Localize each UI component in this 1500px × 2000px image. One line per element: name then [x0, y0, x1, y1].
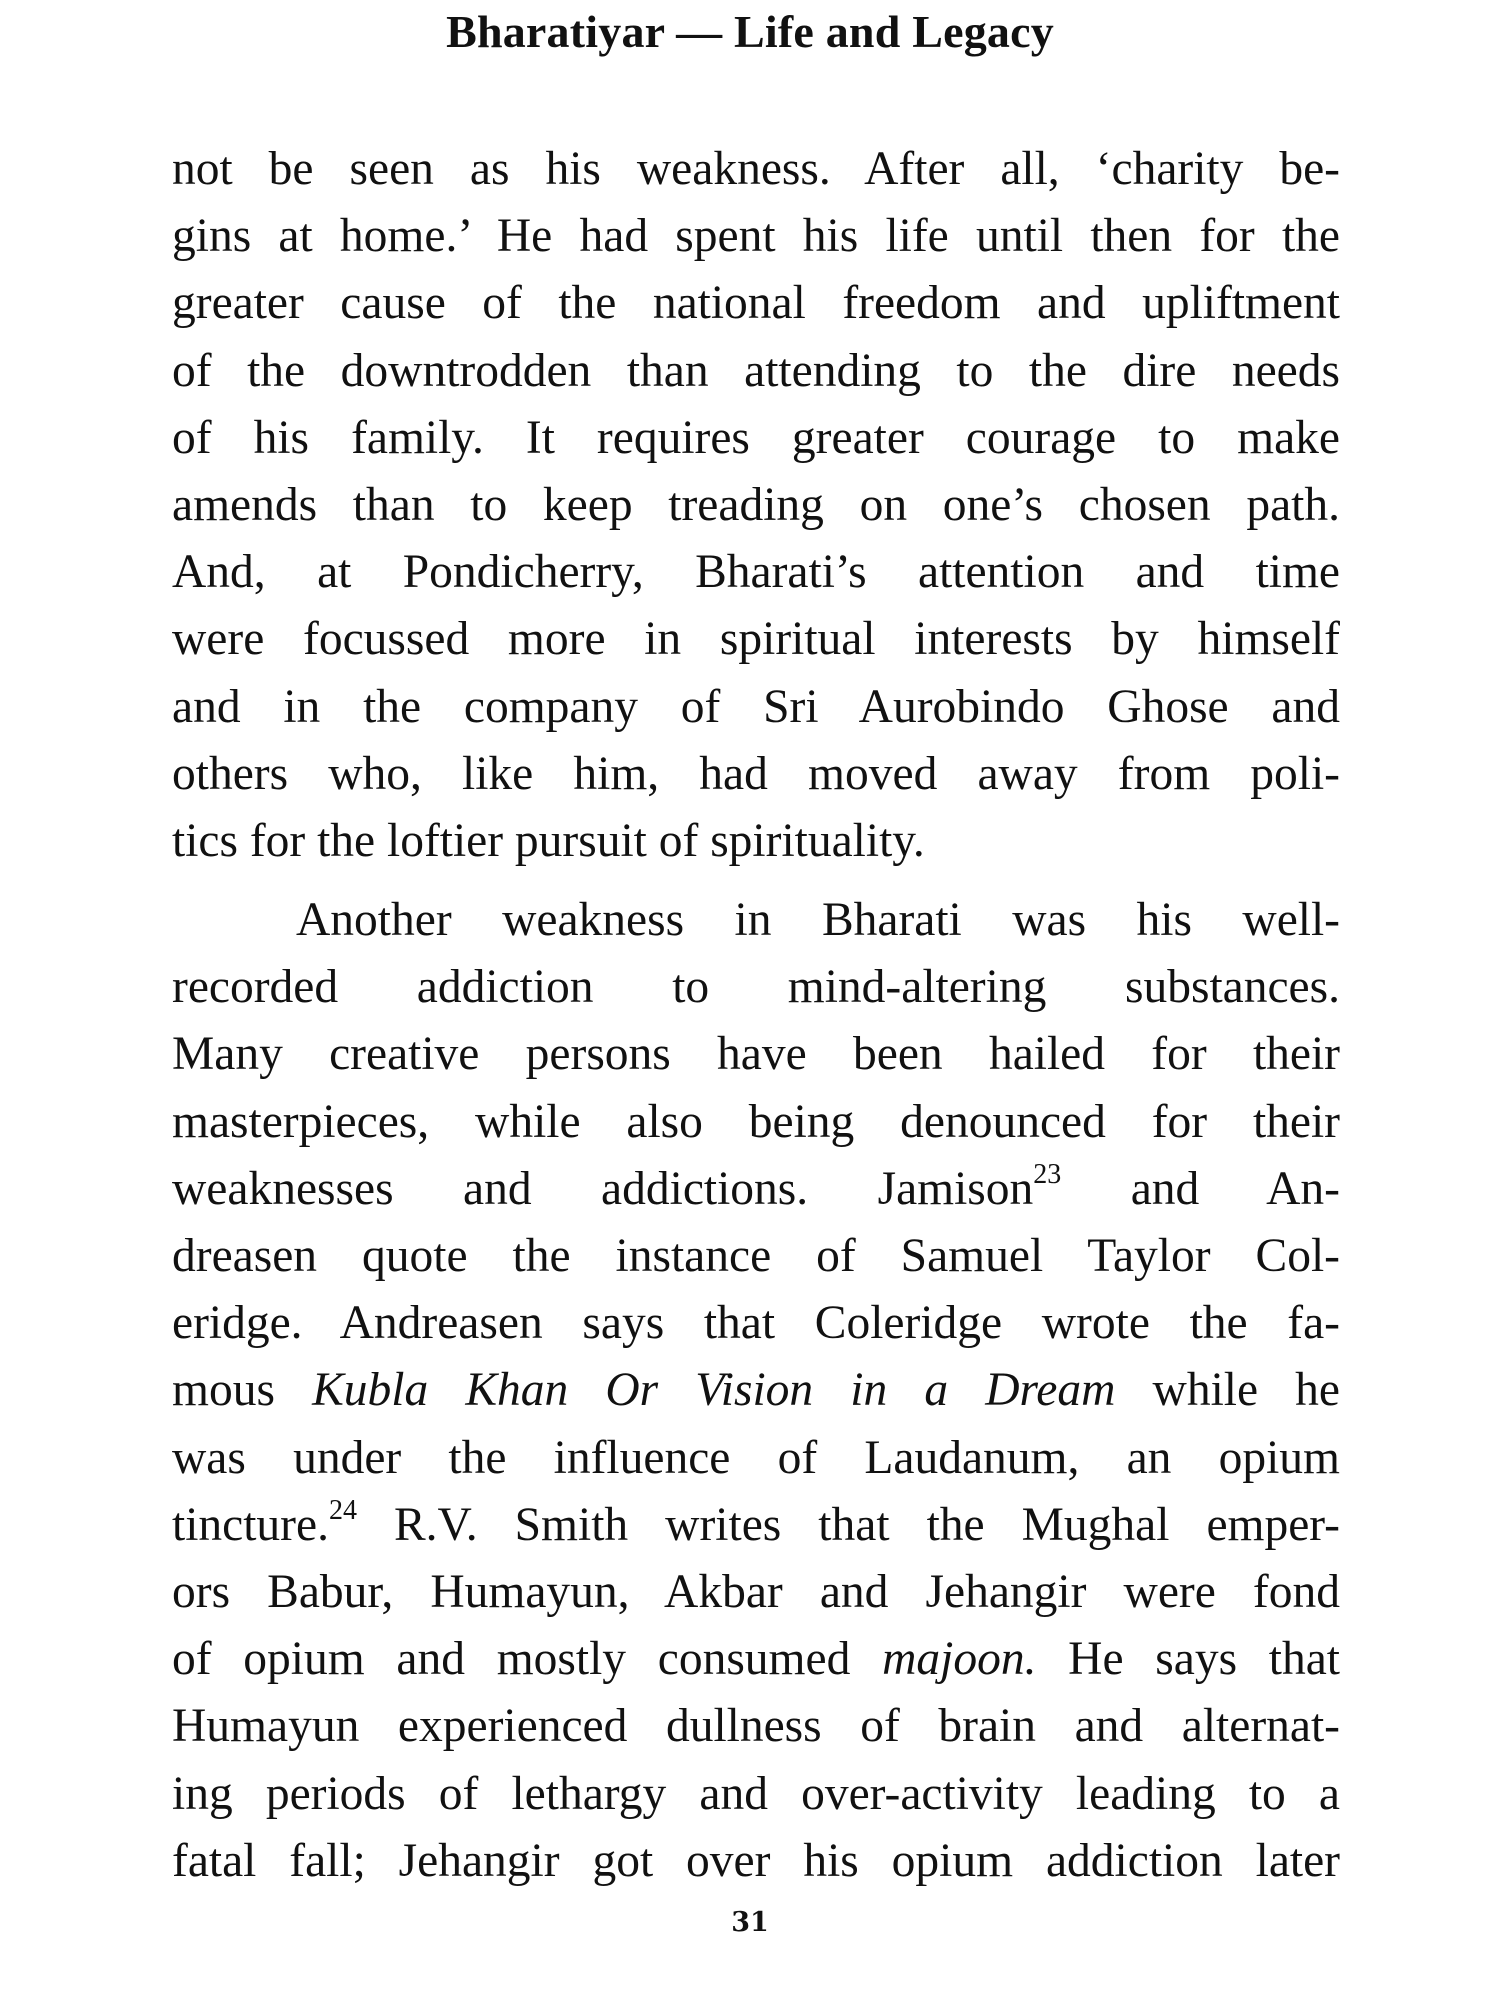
text-line: fatal fall; Jehangir got over his opium addiction later — [172, 1834, 1340, 1887]
text-line: Another weakness in Bharati was his well- — [296, 894, 1340, 947]
text-line: ing periods of lethargy and over-activity leading to a — [172, 1767, 1340, 1820]
text-line — [172, 1156, 1340, 1223]
line-text: of opium and mostly consumed — [172, 1633, 883, 1686]
text-line — [172, 1357, 1340, 1424]
text-line: amends than to keep treading on one’s chosen path. — [172, 478, 1340, 531]
text-line — [172, 1626, 1340, 1693]
text-line: and in the company of Sri Aurobindo Ghose and — [172, 680, 1340, 733]
text-line: of his family. It requires greater courage to make — [172, 411, 1340, 464]
text-line: others who, like him, had moved away from poli- — [172, 747, 1340, 800]
text-line: was under the influence of Laudanum, an opium — [172, 1431, 1340, 1484]
page-number: 31 — [731, 1907, 769, 1938]
text-line: ors Babur, Humayun, Akbar and Jehangir were fond — [172, 1565, 1340, 1618]
text-line: Humayun experienced dullness of brain and alternat- — [172, 1700, 1340, 1753]
text-line: were focussed more in spiritual interests by himself — [172, 613, 1340, 666]
text-line: gins at home.’ He had spent his life until then for the — [172, 210, 1340, 263]
running-header-title: Bharatiyar — Life and Legacy — [446, 6, 1054, 57]
line-text: He says that — [1036, 1633, 1341, 1686]
line-text: R.V. Smith writes that the Mughal emper- — [356, 1498, 1340, 1551]
text-line: masterpieces, while also being denounced for their — [172, 1095, 1340, 1148]
footnote-marker: 23 — [1033, 1158, 1062, 1190]
text-line: eridge. Andreasen says that Coleridge wrote the fa- — [172, 1297, 1340, 1350]
text-line: dreasen quote the instance of Samuel Taylor Col- — [172, 1230, 1340, 1282]
paragraph-spacer — [172, 875, 1340, 887]
line-text: mous — [172, 1364, 313, 1417]
italic-term: majoon. — [882, 1633, 1037, 1686]
text-line: And, at Pondicherry, Bharati’s attention and time — [172, 546, 1340, 599]
text-line: Many creative persons have been hailed for their — [172, 1028, 1340, 1081]
italic-title: Kubla Khan Or Vision in a Dream — [312, 1364, 1116, 1417]
body-text — [172, 136, 1340, 1895]
text-line: not be seen as his weakness. After all, ‘charity be- — [172, 143, 1340, 195]
text-line: greater cause of the national freedom and upliftment — [172, 277, 1340, 330]
footnote-marker: 24 — [328, 1494, 357, 1526]
paragraph — [172, 887, 1340, 1895]
text-line: recorded addiction to mind-altering substances. — [172, 961, 1340, 1014]
line-text: tincture. — [172, 1498, 329, 1551]
line-text: weaknesses and addictions. Jamison — [172, 1162, 1034, 1215]
text-line: of the downtrodden than attending to the dire needs — [172, 344, 1340, 397]
text-line: tics for the loftier pursuit of spirituality. — [172, 814, 925, 867]
line-text: while he — [1115, 1364, 1340, 1417]
text-line — [172, 1492, 1340, 1559]
line-text: and An- — [1061, 1162, 1340, 1215]
paragraph — [172, 136, 1340, 875]
